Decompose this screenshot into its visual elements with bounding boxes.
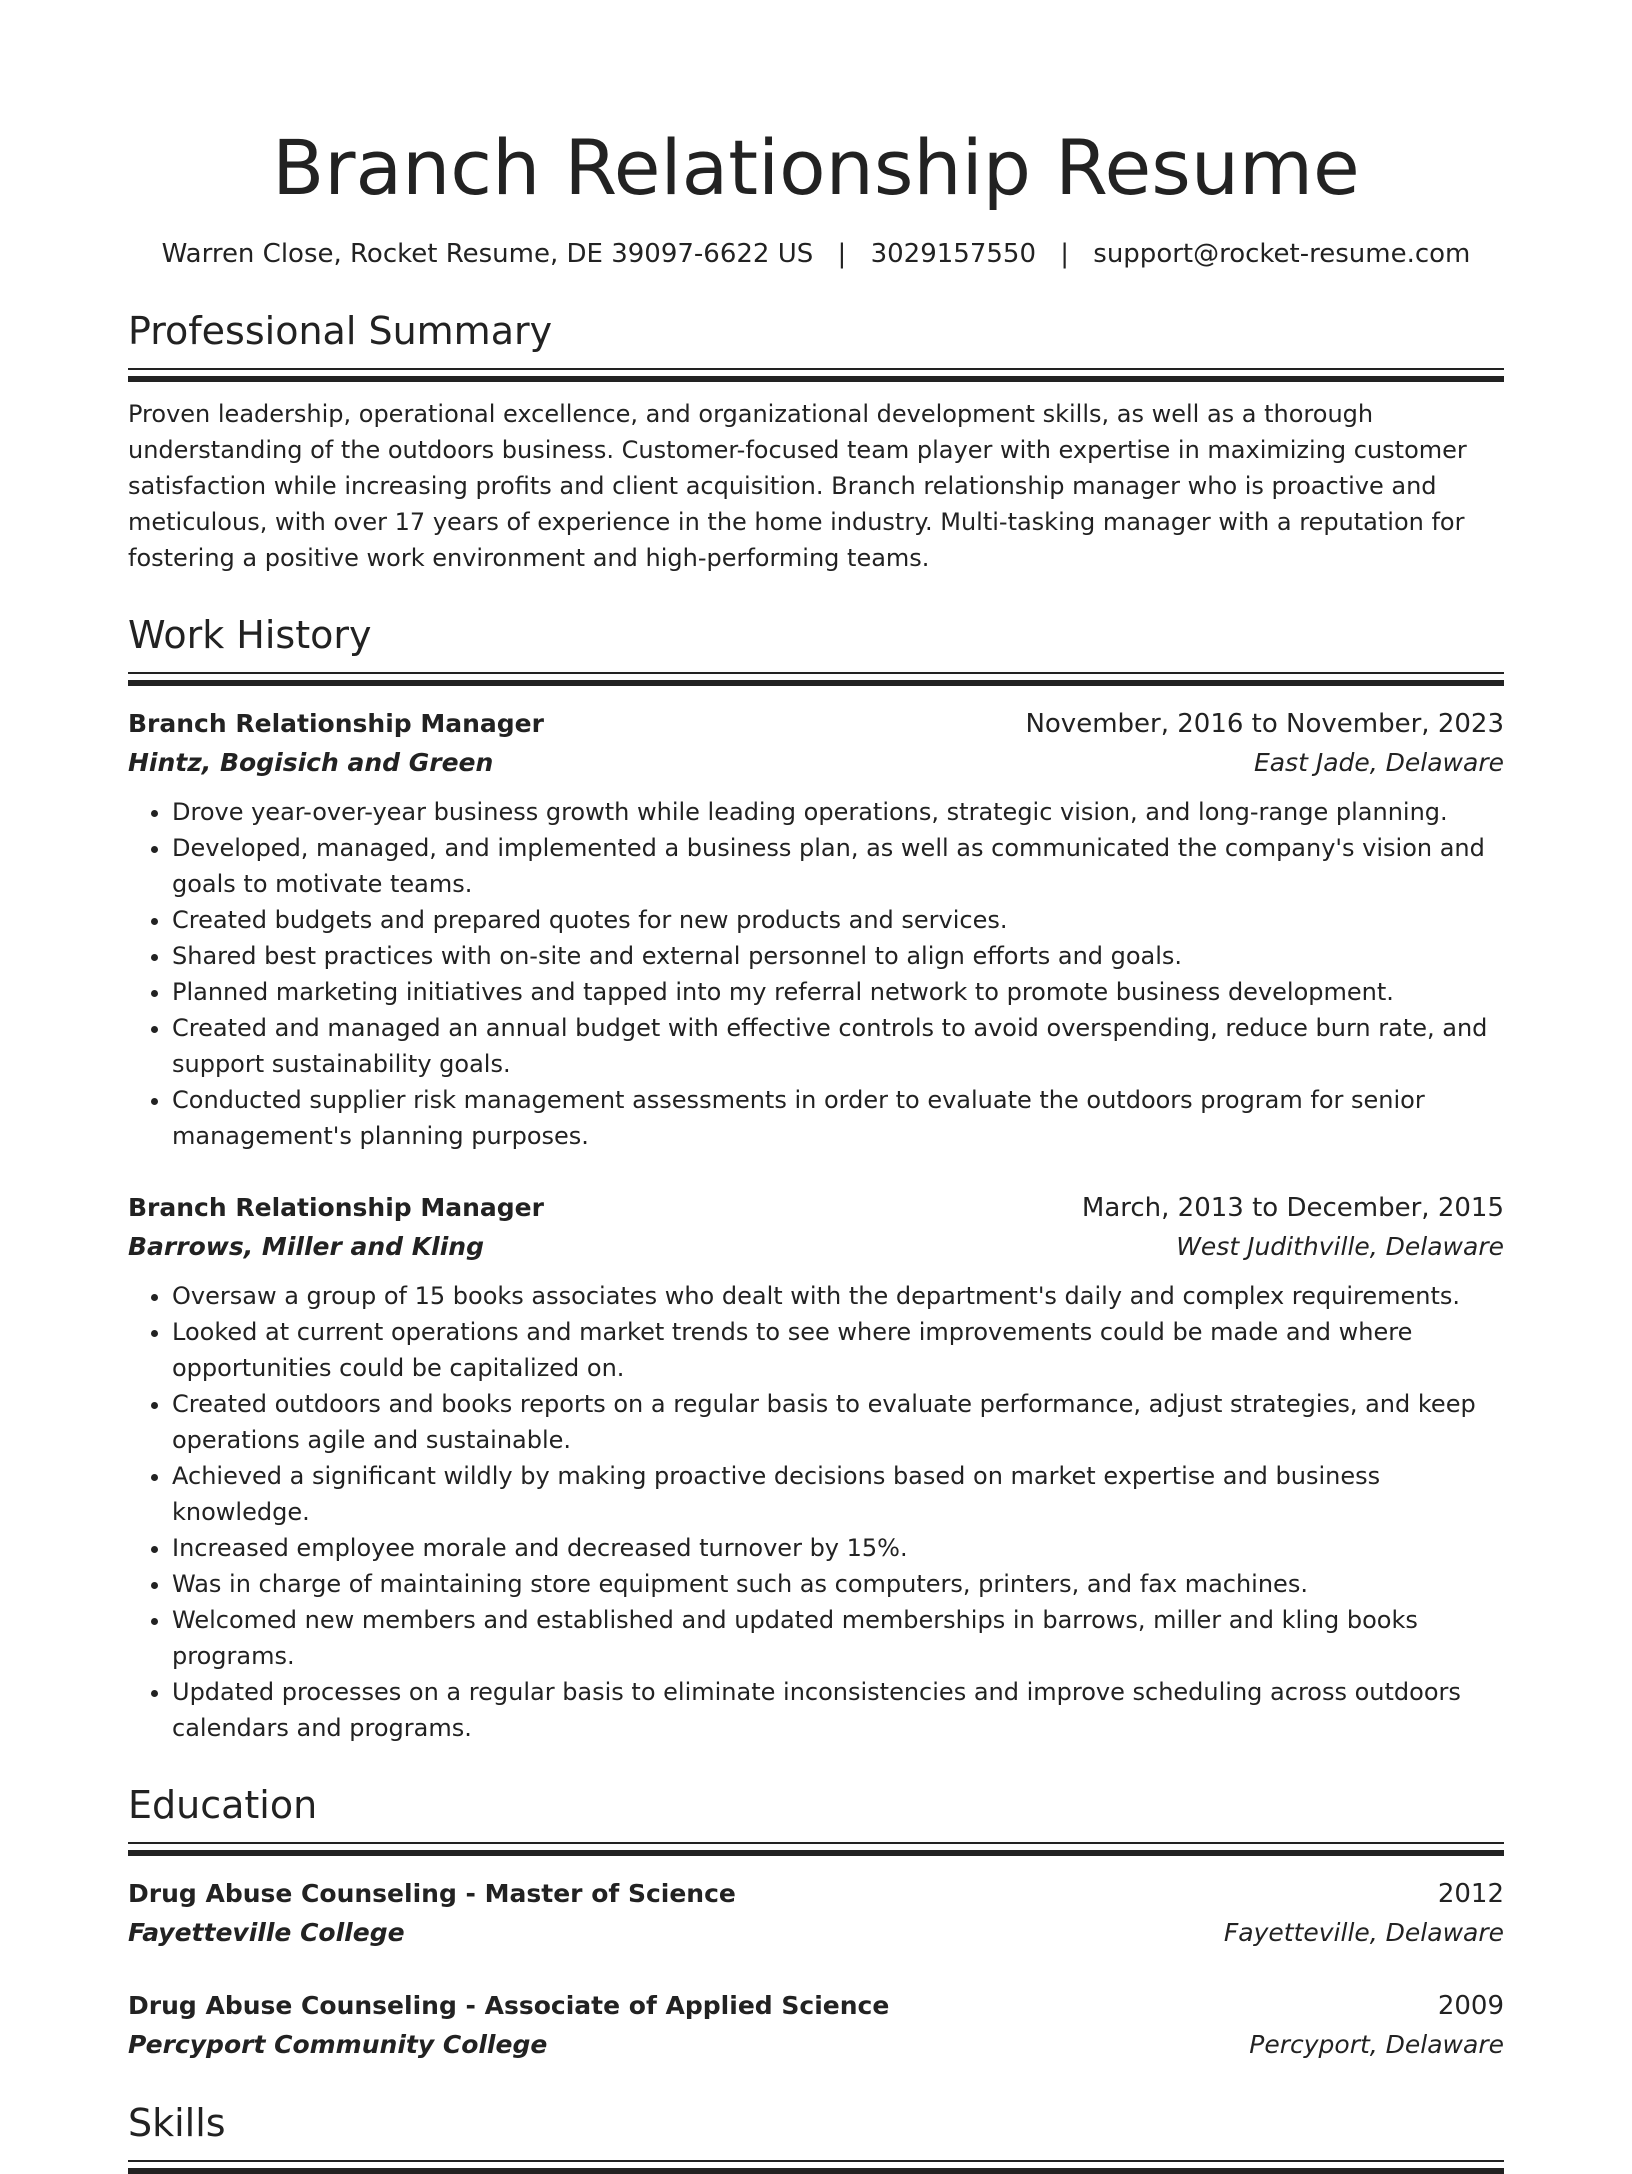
job-bullet: • Increased employee morale and decreased turnover by 15%. [172,1530,1504,1566]
section-divider-thick [128,376,1504,382]
contact-separator: | [1060,239,1070,269]
job-bullet: • Drove year-over-year business growth while leading operations, strategic vision, and long-range planning. [172,794,1504,830]
section-divider-thick [128,680,1504,686]
job-entry [128,1188,1504,1746]
education-entry [128,1986,1504,2064]
job-bullet: • Was in charge of maintaining store equipment such as computers, printers, and fax machines. [172,1566,1504,1602]
job-location: East Jade, Delaware [1253,748,1504,777]
job-company: Barrows, Miller and Kling [128,1232,484,1261]
section-heading: Professional Summary [128,309,553,353]
job-bullet: • Conducted supplier risk management assessments in order to evaluate the outdoors program for senior management's planning purposes. [172,1082,1504,1154]
job-bullet: • Shared best practices with on-site and external personnel to align efforts and goals. [172,938,1504,974]
job-company: Hintz, Bogisich and Green [128,748,494,777]
job-bullet: • Created and managed an annual budget with effective controls to avoid overspending, reduce burn rate, and support sustainability goals. [172,1010,1504,1082]
education-entry [128,1874,1504,1952]
degree: Drug Abuse Counseling - Associate of Applied Science [128,1991,890,2020]
school-name: Fayetteville College [128,1918,405,1947]
job-dates: March, 2013 to December, 2015 [1081,1193,1504,1223]
resume-title: Branch Relationship Resume [272,123,1360,212]
contact-line [128,236,1504,272]
job-bullet: • Oversaw a group of 15 books associates who dealt with the department's daily and complex requirements. [172,1278,1504,1314]
section-heading: Education [128,1783,318,1827]
section-divider [128,1842,1504,1844]
contact-separator: | [837,239,847,269]
job-bullet: • Achieved a significant wildly by making proactive decisions based on market expertise and business knowledge. [172,1458,1504,1530]
graduation-year: 2012 [1437,1879,1504,1909]
section-heading: Skills [128,2101,226,2145]
job-title: Branch Relationship Manager [128,1193,544,1222]
job-bullet: • Looked at current operations and market trends to see where improvements could be made and where opportunities could be capitalized on. [172,1314,1504,1386]
contact-phone: 3029157550 [870,239,1036,269]
school-location: Fayetteville, Delaware [1223,1918,1504,1947]
job-bullets [128,1278,1504,1746]
skills-section [128,2098,1504,2174]
school-location: Percyport, Delaware [1249,2030,1504,2059]
job-bullet: • Created budgets and prepared quotes for new products and services. [172,902,1504,938]
summary-text: Proven leadership, operational excellence, and organizational development skills, as well as a thorough understanding of the outdoors business. Customer-focused team player with expertise in maximizing customer satisfaction while increasing profits and client acquisition. Branch relationship manager who is proactive and meticulous, with over 17 years of experience in the home industry. Multi-tasking manager with a reputation for fostering a positive work environment and high-performing teams. [128,400,1467,572]
contact-address: Warren Close, Rocket Resume, DE 39097-6622 US [161,239,814,269]
job-dates: November, 2016 to November, 2023 [1025,709,1504,739]
education-section [128,1780,1504,2064]
graduation-year: 2009 [1437,1991,1504,2021]
job-bullet: • Welcomed new members and established and updated memberships in barrows, miller and kling books programs. [172,1602,1504,1674]
school-name: Percyport Community College [128,2030,548,2059]
job-bullet: • Updated processes on a regular basis to eliminate inconsistencies and improve scheduling across outdoors calendars and programs. [172,1674,1504,1746]
section-divider [128,2160,1504,2162]
job-bullets [128,794,1504,1154]
summary-section [128,306,1504,576]
job-bullet: • Developed, managed, and implemented a business plan, as well as communicated the company's vision and goals to motivate teams. [172,830,1504,902]
section-divider [128,672,1504,674]
job-bullet: • Created outdoors and books reports on a regular basis to evaluate performance, adjust strategies, and keep operations agile and sustainable. [172,1386,1504,1458]
job-entry [128,704,1504,1154]
job-title: Branch Relationship Manager [128,709,544,738]
contact-email: support@rocket-resume.com [1093,239,1471,269]
resume-page [128,118,1504,2174]
job-location: West Judithville, Delaware [1176,1232,1504,1261]
section-divider [128,368,1504,370]
section-divider-thick [128,2168,1504,2174]
work-history-section [128,610,1504,1746]
job-bullet: • Planned marketing initiatives and tapped into my referral network to promote business development. [172,974,1504,1010]
degree: Drug Abuse Counseling - Master of Science [128,1879,736,1908]
section-divider-thick [128,1850,1504,1856]
section-heading: Work History [128,613,372,657]
